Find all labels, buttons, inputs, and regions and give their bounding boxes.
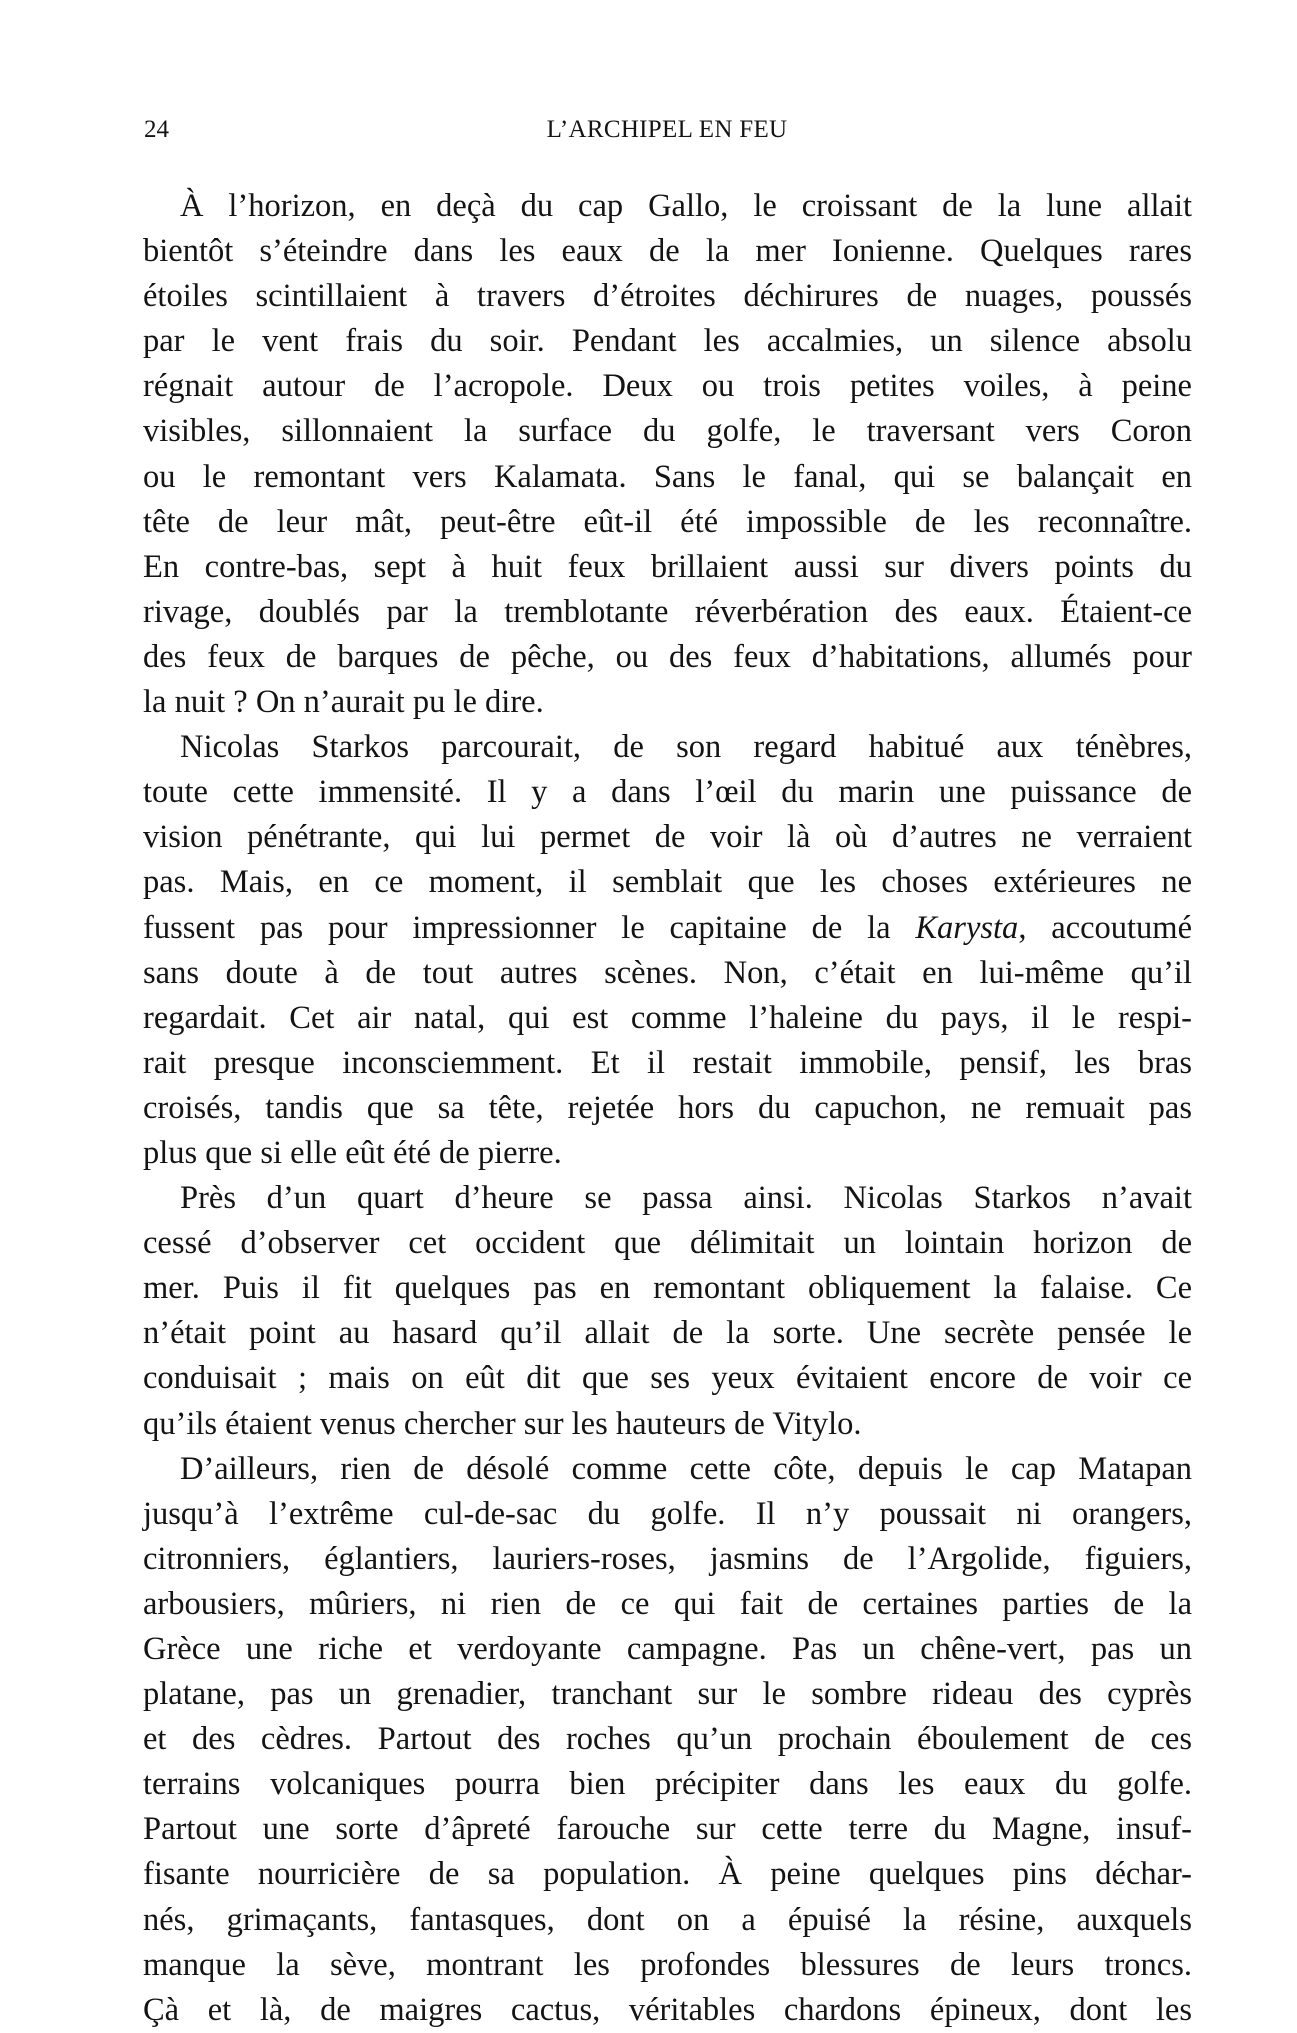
page-number: 24	[144, 116, 169, 143]
text-line: toute cette immensité. Il y a dans l’œil du marin une puissance de	[143, 774, 1192, 811]
running-title: L’ARCHIPEL EN FEU	[546, 116, 788, 143]
page-header	[140, 112, 1194, 148]
text-line: visibles, sillonnaient la surface du golfe, le traversant vers Coron	[143, 413, 1192, 450]
text-line: et des cèdres. Partout des roches qu’un prochain éboulement de ces	[143, 1721, 1192, 1758]
text-line: n’était point au hasard qu’il allait de la sorte. Une secrète pensée le	[143, 1315, 1192, 1352]
text-line: vision pénétrante, qui lui permet de voir là où d’autres ne verraient	[143, 819, 1192, 856]
text-segment: , accoutumé	[1018, 909, 1192, 946]
text-line: platane, pas un grenadier, tranchant sur le sombre rideau des cyprès	[143, 1676, 1192, 1713]
text-line: À l’horizon, en deçà du cap Gallo, le croissant de la lune allait	[180, 188, 1192, 224]
text-line: cessé d’observer cet occident que délimitait un lointain horizon de	[143, 1225, 1192, 1262]
text-line: tête de leur mât, peut-être eût-il été impossible de les reconnaître.	[143, 503, 1192, 540]
ship-name: Karysta	[915, 909, 1019, 946]
text-line: conduisait ; mais on eût dit que ses yeux évitaient encore de voir ce	[143, 1360, 1192, 1397]
text-line: arbousiers, mûriers, ni rien de ce qui fait de certaines parties de la	[143, 1585, 1192, 1622]
text-line: bientôt s’éteindre dans les eaux de la mer Ionienne. Quelques rares	[143, 233, 1192, 270]
paragraph	[143, 725, 1192, 1176]
text-line: qu’ils étaient venus chercher sur les hauteurs de Vitylo.	[143, 1405, 862, 1442]
text-line: fisante nourricière de sa population. À peine quelques pins déchar-	[143, 1856, 1192, 1893]
text-line: En contre-bas, sept à huit feux brillaient aussi sur divers points du	[143, 548, 1192, 585]
text-line: plus que si elle eût été de pierre.	[143, 1134, 562, 1171]
text-line: régnait autour de l’acropole. Deux ou trois petites voiles, à peine	[143, 368, 1192, 405]
text-segment: fussent pas pour impressionner le capitaine de la	[143, 909, 916, 946]
text-line: rivage, doublés par la tremblotante réverbération des eaux. Étaient-ce	[143, 593, 1192, 630]
text-line: citronniers, églantiers, lauriers-roses, jasmins de l’Argolide, figuiers,	[143, 1540, 1192, 1577]
text-line: Près d’un quart d’heure se passa ainsi. Nicolas Starkos n’avait	[180, 1180, 1192, 1217]
paragraph	[143, 184, 1192, 725]
text-line: D’ailleurs, rien de désolé comme cette côte, depuis le cap Matapan	[180, 1450, 1192, 1487]
text-line: nés, grimaçants, fantasques, dont on a épuisé la résine, auxquels	[143, 1901, 1192, 1938]
body-text	[143, 184, 1192, 2033]
text-line-with-italic	[143, 906, 1192, 951]
text-line: pas. Mais, en ce moment, il semblait que les choses extérieures ne	[143, 864, 1192, 901]
text-line: croisés, tandis que sa tête, rejetée hors du capuchon, ne remuait pas	[143, 1089, 1192, 1126]
text-line: Grèce une riche et verdoyante campagne. Pas un chêne-vert, pas un	[143, 1631, 1192, 1667]
paragraph	[143, 1447, 1192, 2033]
text-line: Partout une sorte d’âpreté farouche sur cette terre du Magne, insuf-	[143, 1811, 1192, 1848]
text-line: regardait. Cet air natal, qui est comme l’haleine du pays, il le respi-	[143, 999, 1192, 1036]
text-line: des feux de barques de pêche, ou des feux d’habitations, allumés pour	[143, 638, 1192, 675]
text-line: jusqu’à l’extrême cul-de-sac du golfe. Il n’y poussait ni orangers,	[143, 1495, 1192, 1532]
text-line: par le vent frais du soir. Pendant les accalmies, un silence absolu	[143, 323, 1192, 360]
text-line: rait presque inconsciemment. Et il restait immobile, pensif, les bras	[143, 1044, 1192, 1081]
text-line: manque la sève, montrant les profondes blessures de leurs troncs.	[143, 1946, 1192, 1983]
text-line: étoiles scintillaient à travers d’étroites déchirures de nuages, poussés	[143, 278, 1192, 315]
text-line: Çà et là, de maigres cactus, véritables chardons épineux, dont les	[143, 1991, 1192, 2028]
text-line: ou le remontant vers Kalamata. Sans le fanal, qui se balançait en	[143, 458, 1192, 495]
text-line: terrains volcaniques pourra bien précipiter dans les eaux du golfe.	[143, 1766, 1192, 1803]
text-line: Nicolas Starkos parcourait, de son regard habitué aux ténèbres,	[180, 729, 1192, 766]
text-line: sans doute à de tout autres scènes. Non, c’était en lui-même qu’il	[143, 954, 1192, 991]
text-line: mer. Puis il fit quelques pas en remontant obliquement la falaise. Ce	[143, 1270, 1192, 1307]
paragraph	[143, 1176, 1192, 1447]
text-line: la nuit ? On n’aurait pu le dire.	[143, 684, 544, 721]
